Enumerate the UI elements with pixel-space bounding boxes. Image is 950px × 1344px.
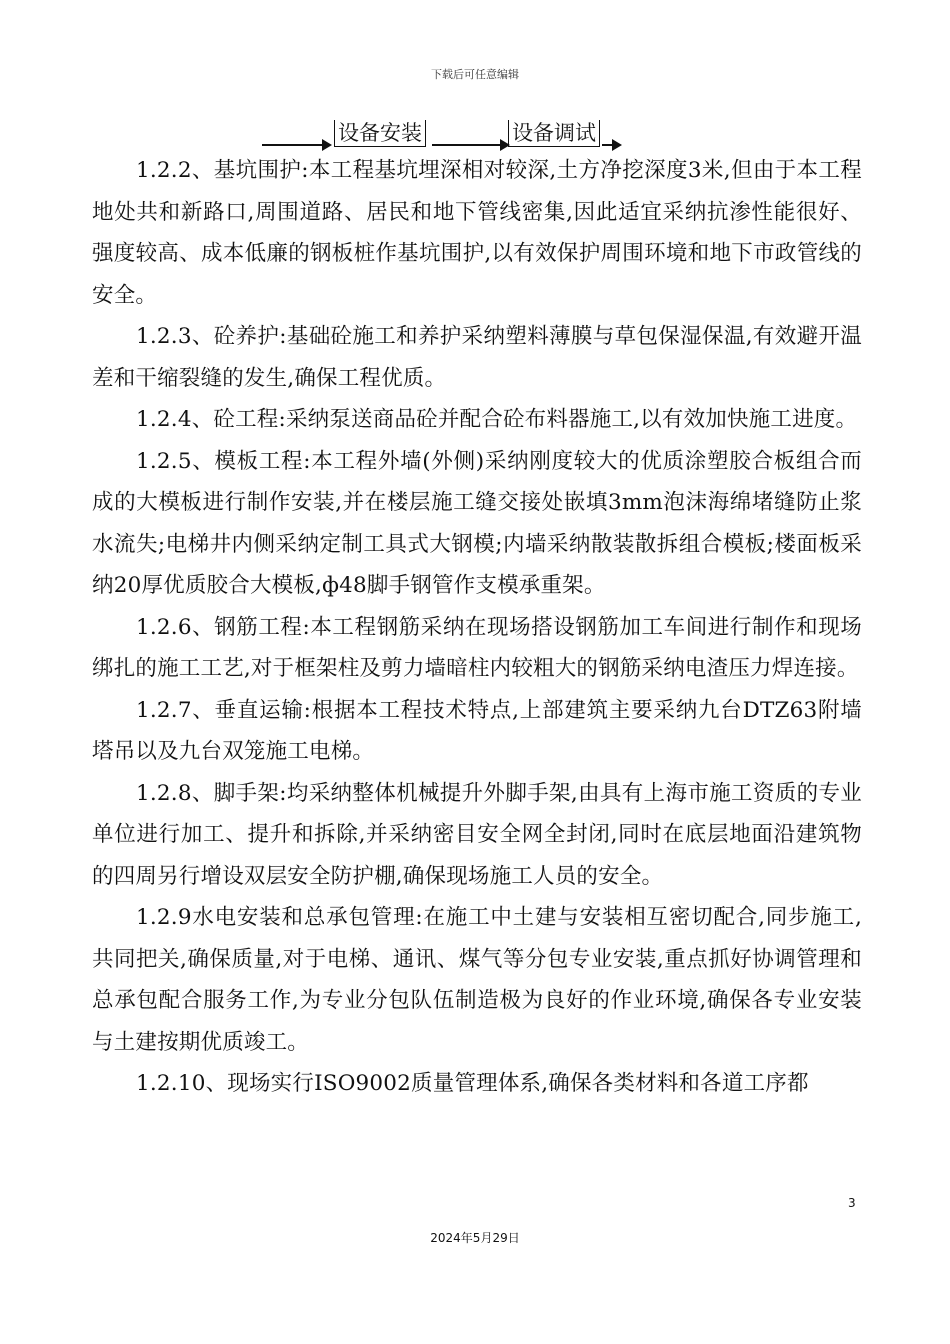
header-note: 下载后可任意编辑 <box>431 68 519 81</box>
flow-arrow-in <box>262 144 330 146</box>
paragraph-1-2-9: 1.2.9水电安装和总承包管理:在施工中土建与安装相互密切配合,同步施工,共同把关,确保质量,对于电梯、通讯、煤气等分包专业安装,重点抓好协调管理和总承包配合服务工作,为专业分包队伍制造极为良好的作业环境,确保各专业安装与土建按期优质竣工。 <box>92 905 862 1055</box>
flow-arrow-between <box>432 144 508 146</box>
paragraph-1-2-2: 1.2.2、基坑围护:本工程基坑埋深相对较深,土方净挖深度3米,但由于本工程地处共和新路口,周围道路、居民和地下管线密集,因此适宜采纳抗渗性能很好、强度较高、成本低廉的钢板桩作基坑围护,以有效保护周围环境和地下市政管线的安全。 <box>92 158 862 308</box>
body-text <box>92 150 862 1105</box>
paragraph-1-2-5: 1.2.5、模板工程:本工程外墙(外侧)采纳刚度较大的优质涂塑胶合板组合而成的大模板进行制作安装,并在楼层施工缝交接处嵌填3mm泡沫海绵堵缝防止浆水流失;电梯井内侧采纳定制工具式大钢模;内墙采纳散装散拆组合模板;楼面板采纳20厚优质胶合大模板,ф48脚手钢管作支模承重架。 <box>92 448 862 598</box>
page-number: 3 <box>848 1196 856 1210</box>
flow-tail-line <box>602 144 620 146</box>
paragraph-1-2-3: 1.2.3、砼养护:基础砼施工和养护采纳塑料薄膜与草包保湿保温,有效避开温差和干缩裂缝的发生,确保工程优质。 <box>92 324 862 391</box>
paragraph-1-2-10: 1.2.10、现场实行ISO9002质量管理体系,确保各类材料和各道工序都 <box>136 1071 809 1096</box>
flow-step-debug: 设备调试 <box>508 120 600 147</box>
flow-diagram <box>262 118 662 152</box>
paragraph-1-2-6: 1.2.6、钢筋工程:本工程钢筋采纳在现场搭设钢筋加工车间进行制作和现场绑扎的施工工艺,对于框架柱及剪力墙暗柱内较粗大的钢筋采纳电渣压力焊连接。 <box>92 614 862 681</box>
paragraph-1-2-8: 1.2.8、脚手架:均采纳整体机械提升外脚手架,由具有上海市施工资质的专业单位进行加工、提升和拆除,并采纳密目安全网全封闭,同时在底层地面沿建筑物的四周另行增设双层安全防护棚,确保现场施工人员的安全。 <box>92 780 862 889</box>
paragraph-1-2-4: 1.2.4、砼工程:采纳泵送商品砼并配合砼布料器施工,以有效加快施工进度。 <box>136 407 858 432</box>
footer-date: 2024年5月29日 <box>430 1231 520 1245</box>
paragraph-1-2-7: 1.2.7、垂直运输:根据本工程技术特点,上部建筑主要采纳九台DTZ63附墙塔吊以及九台双笼施工电梯。 <box>92 697 862 764</box>
flow-step-install: 设备安装 <box>334 120 426 147</box>
